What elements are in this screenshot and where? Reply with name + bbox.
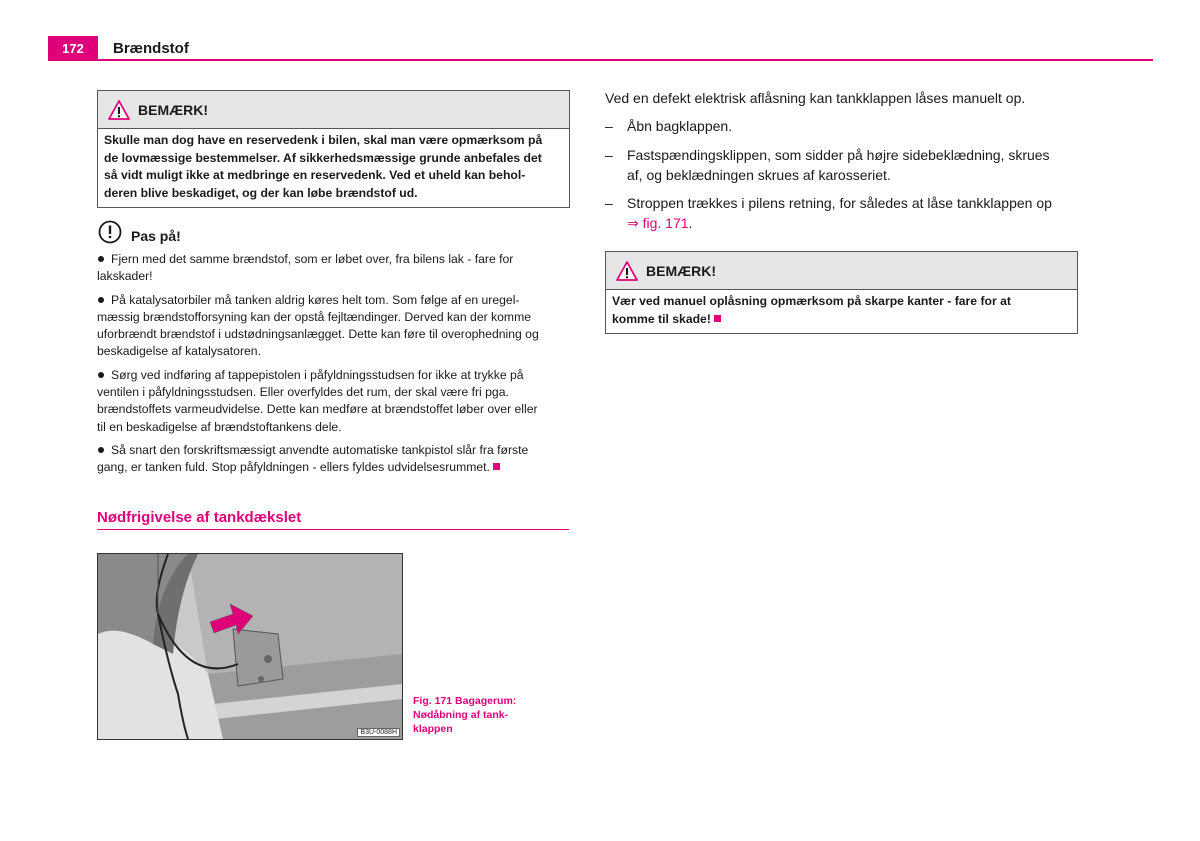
warning-note-title: BEMÆRK!	[646, 262, 716, 279]
subsection-title: Nødfrigivelse af tankdækslet	[97, 509, 302, 526]
step-dash: –	[605, 195, 613, 211]
note-line: de lovmæssige bestemmelser. Af sikkerhedsmæssige grunde anbefales det	[104, 150, 542, 165]
caption-line: Fig. 171 Bagagerum:	[413, 695, 517, 707]
caution-list	[97, 251, 569, 483]
caution-exclamation-icon	[98, 220, 122, 244]
list-item-line: uforbrændt brændstof i udstødningsanlægget. Dette kan føre til overophedning og	[97, 327, 539, 342]
step-text	[627, 117, 732, 137]
step-item	[605, 117, 1085, 137]
list-item-line: beskadigelse af katalysatoren.	[97, 344, 261, 359]
step-item	[605, 146, 1085, 185]
list-item-line: brændstoffets varmeudvidelse. Dette kan medføre at brændstoffet løber over eller	[97, 402, 538, 417]
list-item-text: Fjern med det samme brændstof, som er løbet over, fra bilens lak - fare for	[111, 252, 514, 266]
warning-note-reserve-can	[97, 90, 570, 208]
step-item	[605, 194, 1085, 233]
warning-note-header	[98, 91, 569, 129]
caption-line: klappen	[413, 723, 453, 735]
section-title: Brændstof	[113, 40, 189, 57]
page-number: 172	[48, 36, 98, 60]
list-item	[97, 292, 569, 361]
step-line: Stroppen trækkes i pilens retning, for således at låse tankklappen op	[627, 195, 1052, 211]
step-line	[627, 214, 1052, 234]
list-item-line	[97, 292, 569, 309]
list-item	[97, 367, 569, 436]
bullet-icon	[98, 297, 104, 303]
list-item-line	[97, 459, 569, 476]
list-item	[97, 442, 569, 477]
caution-title: Pas på!	[131, 228, 181, 244]
end-marker-icon	[493, 463, 500, 470]
step-dash: –	[605, 147, 613, 163]
warning-triangle-icon	[616, 261, 638, 281]
figure-link[interactable]: ⇒ fig. 171	[627, 214, 689, 231]
step-line: Åbn bagklappen.	[627, 118, 733, 134]
step-text	[627, 194, 1052, 233]
caption-line: Nødåbning af tank-	[413, 709, 509, 721]
list-item	[97, 251, 569, 286]
warning-note-body	[98, 129, 569, 207]
list-item-text: Sørg ved indføring af tappepistolen i påfyldningsstudsen for ikke at trykke på	[111, 367, 524, 382]
end-marker-icon	[714, 315, 721, 322]
list-item-line: til en beskadigelse af brændstoftankens dele.	[97, 419, 342, 434]
list-item-line: mæssig brændstofforsyning kan der opstå fejltændinger. Derved kan der komme	[97, 309, 532, 324]
step-link-suffix: .	[688, 214, 693, 231]
note-line	[612, 311, 1071, 329]
note-line: Skulle man dog have en reservedenk i bilen, skal man være opmærksom på	[104, 133, 543, 147]
figure-171-image	[97, 553, 403, 740]
header-rule	[48, 59, 1153, 61]
list-item-line	[97, 367, 569, 384]
trunk-illustration	[98, 554, 402, 739]
note-text: komme til skade!	[612, 311, 711, 326]
intro-paragraph: Ved en defekt elektrisk aflåsning kan tankklappen låses manuelt op.	[605, 90, 1026, 106]
warning-triangle-icon	[108, 100, 130, 120]
list-item-line	[97, 442, 569, 459]
list-item-text: gang, er tanken fuld. Stop påfyldningen - ellers fyldes udvidelsesrummet.	[97, 460, 490, 475]
note-line: deren blive beskadiget, og der kan løbe brændstof ud.	[104, 185, 418, 200]
list-item-text: Så snart den forskriftsmæssigt anvendte automatiske tankpistol slår fra første	[111, 442, 529, 457]
subsection-rule	[97, 529, 569, 530]
step-line: af, og beklædningen skrues af karosseriet.	[627, 166, 891, 183]
caution-header	[98, 220, 181, 244]
step-dash: –	[605, 118, 613, 134]
note-line: Vær ved manuel oplåsning opmærksom på skarpe kanter - fare for at	[612, 294, 1011, 308]
warning-note-sharp-edges	[605, 251, 1078, 334]
warning-note-header	[606, 252, 1077, 290]
list-item-text: På katalysatorbiler må tanken aldrig køres helt tom. Som følge af en uregel-	[111, 292, 520, 307]
note-line: så vidt muligt ikke at medbringe en reservedenk. Ved et uheld kan behol-	[104, 168, 526, 182]
warning-note-title: BEMÆRK!	[138, 101, 208, 118]
figure-caption	[413, 694, 553, 736]
step-text	[627, 146, 1050, 185]
list-item-line	[97, 251, 569, 268]
bullet-icon	[98, 447, 104, 453]
list-item-line: ventilen i påfyldningsstudsen. Eller overfyldes det rum, der skal være fri pga.	[97, 385, 509, 400]
bullet-icon	[98, 256, 104, 262]
step-line: Fastspændingsklippen, som sidder på højre sidebeklædning, skrues	[627, 147, 1050, 163]
bullet-icon	[98, 372, 104, 378]
warning-note-body	[606, 290, 1077, 333]
list-item-line: lakskader!	[97, 269, 153, 284]
figure-code: B3U-0088H	[357, 728, 400, 737]
